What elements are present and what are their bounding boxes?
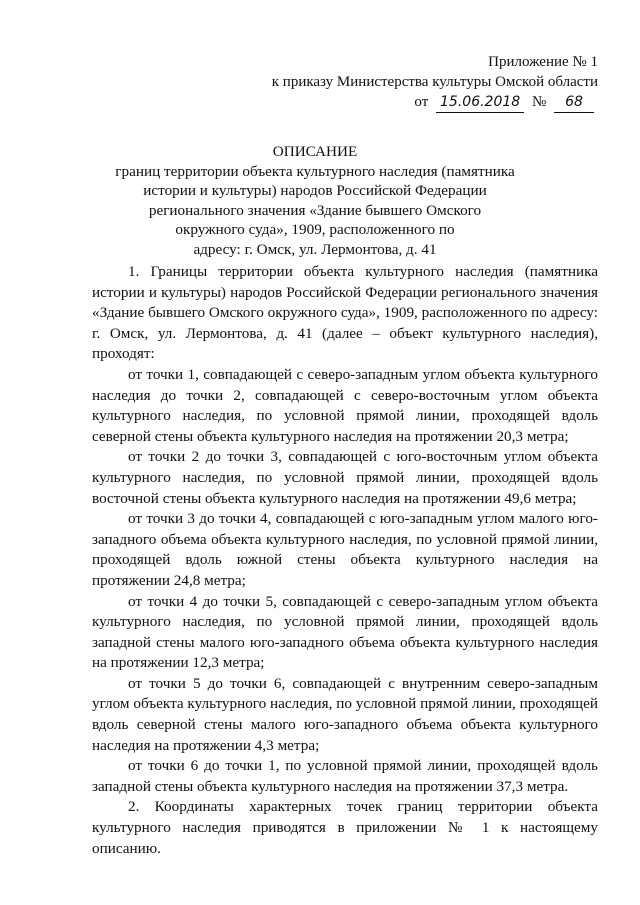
paragraph: от точки 6 до точки 1, по условной прямой линии, проходящей вдоль западной стены объекта культурного наследия на протяжении 37,3 метра.	[92, 757, 598, 795]
title-line: границ территории объекта культурного наследия (памятника	[115, 162, 515, 180]
title-line: истории и культуры) народов Российской Федерации	[143, 182, 487, 199]
title-word: ОПИСАНИЕ	[272, 143, 358, 160]
title-line: окружного суда», 1909, расположенного по	[175, 221, 455, 238]
paragraph: от точки 4 до точки 5, совпадающей с северо-западным углом объекта культурного наследия, по условной прямой линии, проходящей вдоль западной стены малого юго-западного объема объекта культурного наследия на протяжении 12,3 метра;	[92, 592, 598, 672]
document-title	[80, 142, 550, 259]
paragraph: 1. Границы территории объекта культурного наследия (памятника истории и культуры) народов Российской Федерации регионального значения «Здание бывшего Омского окружного суда», 1909, расположенного по адресу: г. Омск, ул. Лермонтова, д. 41 (далее – объект культурного наследия), проходят:	[92, 263, 599, 363]
order-reference: к приказу Министерства культуры Омской области	[271, 74, 598, 90]
paragraph: от точки 1, совпадающей с северо-западным углом объекта культурного наследия до точки 2, совпадающей с северо-восточным углом объекта культурного наследия, по условной прямой линии, проходящей вдоль северной стены объекта культурного наследия на протяжении 20,3 метра;	[92, 365, 598, 445]
order-date: 15.06.2018	[436, 92, 524, 113]
order-date-line	[272, 92, 598, 113]
paragraph: от точки 2 до точки 3, совпадающей с юго-восточным углом объекта культурного наследия, по условной прямой линии, проходящей вдоль восточной стены объекта культурного наследия на протяжении 49,6 метра;	[92, 448, 598, 507]
date-prefix: от	[414, 94, 429, 110]
appendix-header	[272, 52, 598, 113]
title-line: адресу: г. Омск, ул. Лермонтова, д. 41	[193, 240, 437, 258]
number-prefix: №	[531, 94, 547, 110]
title-line: регионального значения «Здание бывшего Омского	[148, 201, 482, 219]
document-body	[92, 262, 598, 859]
paragraph: 2. Координаты характерных точек границ территории объекта культурного наследия приводятся в приложении № 1 к настоящему описанию.	[92, 798, 598, 857]
appendix-label: Приложение № 1	[488, 54, 598, 70]
paragraph: от точки 5 до точки 6, совпадающей с внутренним северо-западным углом объекта культурного наследия, по условной прямой линии, проходящей вдоль северной стены малого юго-западного объема объекта культурного наследия на протяжении 4,3 метра;	[92, 674, 598, 754]
order-number: 68	[554, 92, 594, 113]
paragraph: от точки 3 до точки 4, совпадающей с юго-западным углом малого юго-западного объема объекта культурного наследия, по условной прямой линии, проходящей вдоль южной стены объекта культурного наследия на протяжении 24,8 метра;	[92, 510, 598, 589]
